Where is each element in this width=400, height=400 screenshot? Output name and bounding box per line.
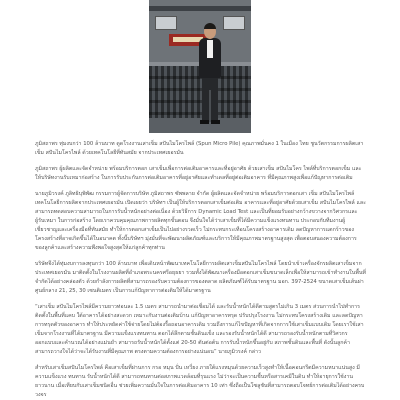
- pile-row-shadow: [149, 88, 251, 91]
- factory-window: [223, 16, 245, 30]
- roof-beam: [149, 6, 251, 11]
- person-shoe: [200, 120, 209, 124]
- person-leg-gap: [209, 90, 211, 122]
- article-photo: [149, 0, 251, 133]
- person-shoe: [211, 120, 220, 124]
- article-paragraph-investment: บริษัทจึงได้ทุ่มงบการลงทุนกว่า 100 ล้านบาท เพื่อเดินหน้าพัฒนาเทคโนโลยีการผลิตเสาเข็มสปันไมโครไพล์ โดยนำเข้าเครื่องจักรผลิตเสาเข็มจากประเทศเยอรมัน มาติดตั้งในโรงงานผลิตที่อำเภอพระนครศรีอยุธยา รวมทั้งได้พัฒนาเครื่องมือตอกเสาเข็มขนาดเล็กเพื่อให้สามารถเข้าทำงานในพื้นที่จำกัดได้อย่างคล่องตัว ด้วยกำลังการผลิตที่สามารถรองรับความต้องการของตลาด ผลิตภัณฑ์ได้รับมาตรฐาน มอก. 397-2524 ขนาดเสาเข็มเส้นผ่าศูนย์กลาง 21, 25, 30 เซนติเมตร เป็นการแก้ปัญหาการต่อเติมให้ได้มาตรฐาน: [35, 261, 366, 294]
- article-paragraph-intro: ภูมิสถาพร ทุ่มงบกว่า 100 ล้านบาท ดูดโรงงานเสาเข็ม สปันไมโครไพล์ (Spun Micro Pile) คุณภาพมั่นคง 1 ในเมือง ไทย ชูนวัตกรรมการผลิตเสาเข็ม สปันไมโครไพล์ ด้วยเทคโนโลยีที่ทันสมัย จากประเทศเยอรมัน: [35, 141, 364, 156]
- person-hair: [204, 23, 216, 29]
- pile-row-shadow: [149, 112, 251, 115]
- article-paragraph-quote: “เสาเข็ม สปันไมโครไพล์มีความยาวท่อนละ 1.5 เมตร สามารถนำมาต่อเชื่อมได้ และรับน้ำหนักได้ดีตามสูตรไม่เกิน 3 เมตร ส่วนการนำไปทำการติดตั้งในพื้นที่แคบ ใต้อาคารได้อย่างสะดวก เหมาะกับงานต่อเติมบ้าน แก้ปัญหาอาคารทรุด ปรับปรุงโรงงาน ไม่กระทบโครงสร้างเดิม และลดปัญหาการทรุดตัวของอาคาร ทำให้ประหยัดค่าใช้จ่ายโดยไม่ต้องรื้อถอนอาคารเดิม รวมถึงการแก้ไขปัญหาที่เกิดจากการใช้เสาเข็มแบบเดิม โดยเราใช้เสาเข็มจากโรงงานที่ได้มาตรฐาน มีความแข็งแรงทนทาน ตอกได้ลึกตามชั้นดินแข็ง และรองรับน้ำหนักได้ดี สามารถรองรับน้ำหนักตามที่วิศวกรออกแบบและคำนวณได้อย่างแม่นยำ สามารถรับน้ำหนักได้ตั้งแต่ 20-50 ตันต่อต้น การรับน้ำหนักขึ้นอยู่กับ สภาพชั้นดินและพื้นที่ ดังนั้นลูกค้าสามารถวางใจได้ว่าจะได้รับงานที่มีคุณภาพ ตรงตามความต้องการอย่างแน่นอน” นายภูมิวรงค์ กล่าว: [35, 304, 364, 355]
- article-paragraph-md-statement: นายภูมิวรงค์ ภูลิทธิบุพิพัฒ กรรมการผู้จัดการบริษัท ภูมิสถาพร ซัพพลาย จำกัด ผู้ผลิตและจัดจำหน่าย พร้อมบริการตอกเสา เข็ม สปันไมโครไพล์ เทคโนโลยีการผลิตจากประเทศเยอรมัน เปิดเผยว่า บริษัทฯ เป็นผู้ให้บริการตอกเสาเข็มต่อเติม อาคารและที่อยู่อาศัยด้วยเสาเข็ม สปันไมโครไพล์ และสามารถทดสอบความสามารถในการรับน้ำหนักอย่างต่อเนื่อง ด้วยวิธีการ Dynamic Load Test และเป็นที่ยอมรับอย่างกว้างขวางจากวิศวกรและผู้รับเหมา ในการก่อสร้าง โดยเราควบคุมคุณภาพการผลิตทุกขั้นตอน จึงมั่นใจได้ว่าเสาเข็มที่ได้มีความแข็งแรงทนทาน ประกอบกับทีมงานผู้เชี่ยวชาญและเครื่องมือที่ทันสมัย ทำให้การตอกเสาเข็มเป็นไปอย่างรวดเร็ว ไม่กระทบกระเทือนโครงสร้างอาคารเดิม ลดปัญหาการแตกร้าวของโครงสร้างที่อาจเกิดขึ้นได้ในอนาคต ทั้งนี้บริษัทฯ มุ่งมั่นที่จะพัฒนาผลิตภัณฑ์และบริการให้มีคุณภาพมาตรฐานสูงสุด เพื่อตอบสนองความต้องการของลูกค้าและสร้างความพึงพอใจสูงสุดให้แก่ลูกค้าทุกท่าน: [35, 191, 366, 251]
- factory-window: [155, 16, 177, 30]
- person-shirt: [207, 40, 213, 58]
- article-body: [35, 140, 366, 400]
- article-paragraph-company: ภูมิสถาพร ผู้ผลิตและจัดจำหน่าย พร้อมบริการตอก เสาเข็มเพื่อการต่อเติมอาคารและที่อยู่อาศัย ด้วยเสาเข็ม สปันไมโคร ไพล์ที่บริการตอกเข็ม และให้บริษัทงานรับเหมาก่อสร้าง ในการรับประกันการต่อเติมอาคารที่อยู่อาศัยและทำเดลที่อยู่ต่อเติมอาคาร ที่มีคุณภาพสูงเพื่อแก้ปัญหาการต่อเติม: [35, 166, 362, 181]
- pile-row-shadow: [149, 100, 251, 103]
- article-paragraph-product: สำหรับเสาเข็มสปันไมโครไพล์ คือเสาเข็มที่ผ่านการ กรอ หมุน ปั่น เหวี่ยง ภายใต้แรงหมุนด้วยความเร็วสูงทำให้เนื้อคอนกรีตมีความหนาแน่นสูง มีความแข็งแรง ทนทาน รับน้ำหนักได้ดี สามารถทนทานต่อสภาพแวดล้อมที่รุนแรง ไม่ว่าจะเป็นความชื้นหรือสารเคมีในดิน ทำให้อายุการใช้งานยาวนาน เมื่อเทียบกับเสาเข็มชนิดอื่น ช่วยเพิ่มความมั่นใจในการต่อเติมอาคาร 10 เท่า ซึ่งถือเป็นโซลูชันที่สามารถตอบโจทย์การต่อเติมได้อย่างครบวงจร: [35, 365, 365, 398]
